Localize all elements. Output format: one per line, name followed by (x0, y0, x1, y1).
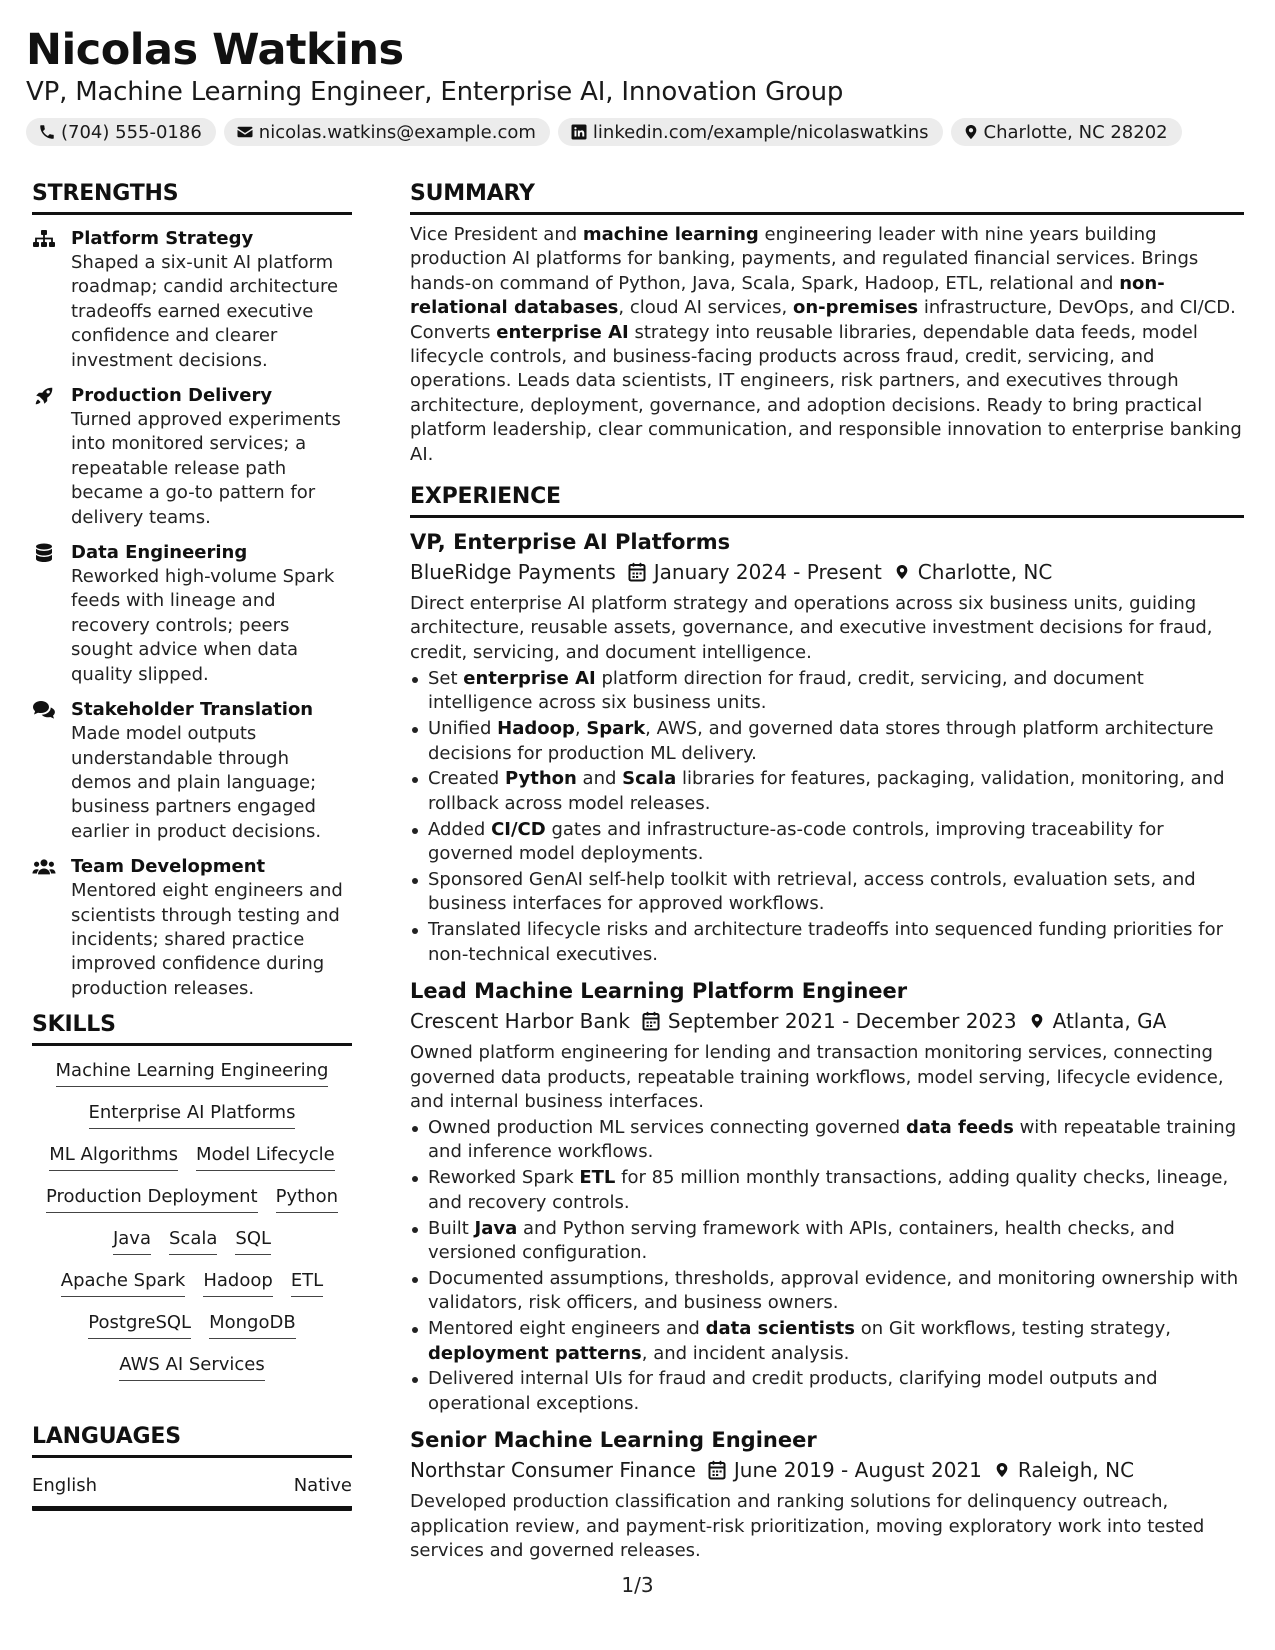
strength-description: Turned approved experiments into monitored services; a repeatable release path became a go-to pattern for delivery teams. (71, 409, 341, 528)
skill-tag: AWS AI Services (119, 1352, 265, 1381)
bullet-text: , (574, 718, 587, 740)
summary-bold: non-relational databases (410, 272, 1165, 319)
summary-text: engineering leader with nine years building production AI platforms for banking, payments, and regulated financial services. Brings hands-on command of Python, Java, Scala, Spark, Hadoop, ETL, relational and (410, 224, 1199, 294)
bullet-bold: CI/CD (491, 818, 546, 840)
contact-chip[interactable] (558, 118, 943, 146)
job-dates: September 2021 - December 2023 (667, 1009, 1017, 1034)
job-entry (410, 1426, 1244, 1563)
job-entry (410, 977, 1244, 1416)
summary-text: , cloud AI services, (618, 297, 793, 319)
contact-text: nicolas.watkins@example.com (258, 121, 536, 143)
skill-tag: SQL (235, 1226, 271, 1255)
job-entry (410, 528, 1244, 967)
envelope-icon (236, 123, 254, 141)
section-title-summary: SUMMARY (410, 180, 1244, 215)
strength-item (32, 698, 352, 844)
skill-tag: Machine Learning Engineering (56, 1058, 329, 1087)
calendar-icon (708, 1460, 726, 1480)
section-title-experience: EXPERIENCE (410, 483, 1244, 518)
bullet-bold: deployment patterns (428, 1342, 642, 1364)
bullet-text: Set (428, 667, 464, 689)
bullet-text: Reworked Spark (428, 1167, 580, 1189)
job-list (410, 528, 1244, 1563)
strength-description: Made model outputs understandable through demos and plain language; business partners engaged earlier in product decisions. (71, 723, 322, 842)
skill-tag: Production Deployment (46, 1184, 258, 1213)
skill-tag: MongoDB (209, 1310, 296, 1339)
bullet-item (410, 1367, 1244, 1416)
candidate-headline: VP, Machine Learning Engineer, Enterprise AI, Innovation Group (26, 77, 844, 107)
job-location: Charlotte, NC (917, 560, 1053, 585)
language-row (32, 1474, 352, 1511)
right-column (410, 180, 1244, 1563)
company-name: Northstar Consumer Finance (410, 1458, 696, 1483)
bullet-bold: ETL (579, 1167, 616, 1189)
bullet-item (410, 1116, 1244, 1165)
company-name: Crescent Harbor Bank (410, 1009, 630, 1034)
contact-bar (26, 118, 1246, 146)
skills-section (32, 1011, 352, 1381)
company-name: BlueRidge Payments (410, 560, 616, 585)
bullet-item (410, 767, 1244, 816)
language-level: Native (293, 1475, 352, 1497)
skill-tag: PostgreSQL (88, 1310, 191, 1339)
job-bullets (410, 667, 1244, 967)
bullet-bold: Java (474, 1217, 518, 1239)
bullet-item (410, 717, 1244, 766)
job-meta (410, 558, 1244, 586)
job-dates: June 2019 - August 2021 (733, 1458, 982, 1483)
skill-tag: ETL (291, 1268, 323, 1297)
job-description: Owned platform engineering for lending and transaction monitoring services, connecting governed data products, repeatable training workflows, model serving, lifecycle evidence, and internal business interfaces. (410, 1042, 1224, 1112)
contact-chip[interactable] (951, 118, 1182, 146)
location-pin-icon (1029, 1012, 1045, 1030)
bullet-item (410, 1317, 1244, 1366)
strength-item (32, 227, 352, 373)
strength-item (32, 855, 352, 1001)
bullet-bold: Spark (586, 718, 646, 740)
strength-title: Data Engineering (71, 542, 248, 564)
strengths-section (32, 180, 352, 1001)
strength-description: Reworked high-volume Spark feeds with lineage and recovery controls; peers sought advice when data quality slipped. (71, 566, 335, 685)
resume-header (26, 24, 1246, 146)
job-title: Lead Machine Learning Platform Engineer (410, 979, 908, 1004)
strength-item (32, 541, 352, 687)
contact-text: Charlotte, NC 28202 (983, 121, 1168, 143)
bullet-item (410, 667, 1244, 716)
bullet-text: and (576, 768, 623, 790)
bullet-text: Mentored eight engineers and (428, 1318, 706, 1340)
bullet-text: on Git workflows, testing strategy, (855, 1318, 1171, 1340)
skill-tag: Model Lifecycle (196, 1142, 335, 1171)
bullet-text: Created (428, 768, 505, 790)
skill-tag: Java (113, 1226, 151, 1255)
summary-bold: on-premises (792, 297, 919, 319)
bullet-item (410, 1166, 1244, 1215)
job-title: Senior Machine Learning Engineer (410, 1428, 817, 1453)
summary-text (410, 223, 1244, 467)
bullet-text: Delivered internal UIs for fraud and credit products, clarifying model outputs and operational exceptions. (428, 1368, 1158, 1414)
calendar-icon (642, 1011, 660, 1031)
bullet-text: Translated lifecycle risks and architecture tradeoffs into sequenced funding priorities for non-technical executives. (428, 919, 1224, 965)
bullet-bold: Python (504, 768, 577, 790)
skill-tag: Enterprise AI Platforms (89, 1100, 296, 1129)
language-name: English (32, 1475, 97, 1497)
job-description: Direct enterprise AI platform strategy and operations across six business units, guiding architecture, reusable assets, governance, and executive investment decisions for fraud, credit, servicing, and document intelligence. (410, 593, 1213, 663)
bullet-text: , AWS, and governed data stores through platform architecture decisions for production ML delivery. (428, 718, 1214, 764)
bullet-item (410, 868, 1244, 917)
job-dates: January 2024 - Present (653, 560, 882, 585)
strengths-list (32, 227, 352, 1001)
strength-title: Platform Strategy (71, 228, 254, 249)
database-icon (32, 543, 56, 563)
page-number: 1/3 (621, 1573, 654, 1597)
job-bullets (410, 1116, 1244, 1416)
section-title-strengths: STRENGTHS (32, 180, 352, 215)
bullet-text: Owned production ML services connecting governed (428, 1116, 906, 1138)
bullet-item (410, 818, 1244, 867)
linkedin-icon (570, 123, 588, 141)
location-pin-icon (994, 1461, 1010, 1479)
bullet-text: Added (428, 818, 492, 840)
bullet-text: platform direction for fraud, credit, servicing, and document intelligence across six business units. (428, 667, 1144, 714)
languages-section (32, 1423, 352, 1511)
job-description: Developed production classification and ranking solutions for delinquency outreach, application review, and payment-risk prioritization, moving exploratory work into tested services and governed releases. (410, 1491, 1205, 1562)
job-meta (410, 1456, 1244, 1484)
rocket-icon (32, 386, 56, 406)
bullet-text: for 85 million monthly transactions, adding quality checks, lineage, and recovery controls. (428, 1167, 1229, 1213)
bullet-item (410, 1267, 1244, 1316)
strength-title: Production Delivery (71, 385, 273, 407)
left-column (32, 180, 352, 1511)
summary-text: infrastructure, DevOps, and CI/CD. Converts (410, 297, 1236, 343)
bullet-bold: Hadoop (497, 718, 575, 740)
contact-text: linkedin.com/example/nicolaswatkins (592, 121, 929, 143)
bullet-text: Unified (428, 718, 498, 740)
candidate-name: Nicolas Watkins (26, 25, 404, 75)
summary-section (410, 180, 1244, 467)
bullet-item (410, 918, 1244, 967)
skill-tag: Apache Spark (61, 1268, 186, 1297)
strength-description: Shaped a six-unit AI platform roadmap; candid architecture tradeoffs earned executive confidence and clearer investment decisions. (71, 252, 339, 371)
bullet-text: , and incident analysis. (641, 1342, 850, 1364)
bullet-text: Built (428, 1217, 475, 1239)
section-title-languages: LANGUAGES (32, 1423, 352, 1458)
bullet-bold: data feeds (905, 1116, 1014, 1138)
job-title: VP, Enterprise AI Platforms (410, 530, 731, 555)
skill-tag: Scala (169, 1226, 217, 1255)
section-title-skills: SKILLS (32, 1011, 352, 1046)
bullet-item (410, 1217, 1244, 1266)
bullet-bold: data scientists (705, 1318, 855, 1340)
job-location: Atlanta, GA (1052, 1009, 1167, 1034)
summary-text: Vice President and (410, 224, 583, 245)
users-icon (32, 857, 56, 877)
skills-list (32, 1058, 352, 1381)
bullet-text: with repeatable training and inference workflows. (428, 1116, 1237, 1163)
skill-tag: Hadoop (203, 1268, 272, 1297)
contact-text: (704) 555-0186 (61, 121, 202, 143)
strength-description: Mentored eight engineers and scientists through testing and incidents; shared practice improved confidence during production releases. (71, 880, 343, 999)
bullet-text: and Python serving framework with APIs, containers, health checks, and versioned configuration. (428, 1217, 1175, 1263)
contact-chip[interactable] (224, 118, 550, 146)
bullet-text: gates and infrastructure-as-code controls, improving traceability for governed model deployments. (428, 818, 1164, 865)
summary-bold: enterprise AI (496, 321, 629, 343)
skill-tag: ML Algorithms (49, 1142, 178, 1171)
bullet-bold: enterprise AI (463, 667, 596, 689)
strength-title: Team Development (71, 856, 266, 878)
phone-icon (38, 123, 56, 141)
sitemap-icon (32, 229, 56, 249)
languages-list (32, 1474, 352, 1511)
job-meta (410, 1007, 1244, 1035)
bullet-bold: Scala (622, 768, 677, 790)
bullet-text: libraries for features, packaging, validation, monitoring, and rollback across model releases. (428, 768, 1225, 814)
skill-tag: Python (276, 1184, 338, 1213)
bullet-text: Documented assumptions, thresholds, approval evidence, and monitoring ownership with validators, risk officers, and business owners. (428, 1267, 1239, 1314)
comments-icon (32, 700, 56, 720)
calendar-icon (628, 562, 646, 582)
strength-item (32, 384, 352, 530)
bullet-text: Sponsored GenAI self-help toolkit with retrieval, access controls, evaluation sets, and business interfaces for approved workflows. (428, 869, 1196, 915)
strength-title: Stakeholder Translation (71, 699, 314, 721)
contact-chip[interactable] (26, 118, 216, 146)
job-location: Raleigh, NC (1017, 1458, 1135, 1483)
location-pin-icon (894, 563, 910, 581)
experience-section (410, 483, 1244, 1563)
summary-text: strategy into reusable libraries, dependable data feeds, model lifecycle controls, and business-facing products across fraud, credit, servicing, and operations. Leads data scientists, IT engineers, risk partners, and executives through architecture, deployment, governance, and adoption decisions. Ready to bring practical platform leadership, clear communication, and responsible innovation to enterprise banking AI. (410, 321, 1242, 465)
summary-bold: machine learning (582, 224, 759, 245)
location-pin-icon (963, 123, 979, 141)
